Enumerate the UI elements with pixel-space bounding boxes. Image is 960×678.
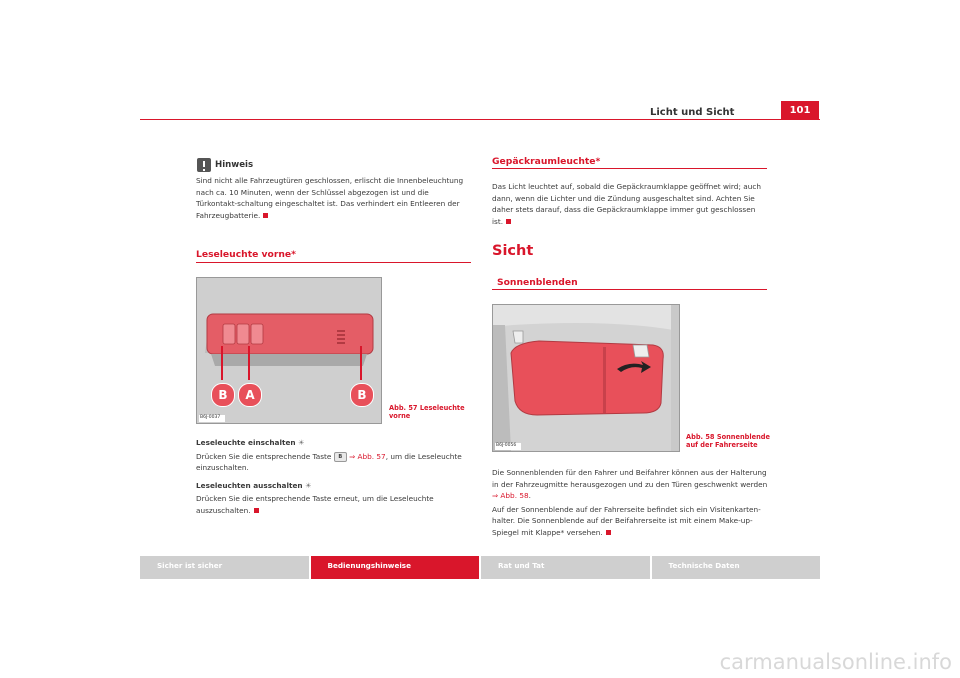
footer-tab-advice[interactable]: Rat und Tat [481, 556, 650, 579]
section-title-sun-visors: Sonnenblenden [497, 277, 578, 288]
figure-code: B6J-0056 [496, 443, 517, 448]
figure-link-57[interactable]: ⇒ Abb. 57 [349, 451, 386, 461]
section-rule [492, 289, 767, 290]
reading-light-instructions [196, 437, 471, 517]
figure-label-a: A [238, 383, 262, 407]
sun-visor-para-1: Die Sonnenblenden für den Fahrer und Beifahrer können aus der Halterung in der Fahrzeugmitte herausgezogen und zu den Türen geschwenkt werden ⇒ Abb. 58. [492, 468, 768, 501]
footer-tab-operation[interactable]: Bedienungshinweise [311, 556, 480, 579]
on-text: Drücken Sie die entsprechende Taste B ⇒ Abb. 57, um die Leseleuchte einzuschalten. [196, 451, 462, 473]
button-b-icon: B [334, 452, 347, 462]
light-off-icon: ☀ [305, 480, 312, 490]
chapter-title-sight: Sicht [492, 243, 534, 259]
light-on-icon: ☀ [298, 438, 305, 447]
page-title: Licht und Sicht [650, 107, 735, 118]
footer-tab-technical-data[interactable]: Technische Daten [652, 556, 821, 579]
footer-tab-safety[interactable]: Sicher ist sicher [140, 556, 309, 579]
sun-visor-text [492, 467, 769, 539]
figure-link-58[interactable]: ⇒ Abb. 58 [492, 491, 529, 501]
section-title-trunk-light: Gepäckraumleuchte* [492, 156, 601, 167]
header-rule [140, 119, 820, 120]
section-title-reading-light: Leseleuchte vorne* [196, 249, 296, 260]
watermark: carmanualsonline.info [719, 650, 952, 674]
note-icon [197, 158, 211, 172]
on-title: Leseleuchte einschalten ☀ [196, 438, 305, 447]
footer-nav [140, 556, 820, 579]
figure-sun-visor [492, 304, 680, 452]
trunk-light-text: Das Licht leuchtet auf, sobald die Gepäckraumklappe geöffnet wird; auch dann, wenn die Lichter und die Zündung ausgeschaltet sind. Achten Sie daher stets darauf, dass die Gepäckraumklappe immer gut geschlossen ist. [492, 182, 761, 226]
end-mark [506, 219, 511, 224]
end-mark [254, 508, 259, 513]
figure-code: B6J-0037 [200, 415, 221, 420]
end-mark [263, 213, 268, 218]
figure-reading-light [196, 277, 382, 424]
end-mark [606, 530, 611, 535]
page-number: 101 [781, 101, 819, 120]
note-title: Hinweis [215, 160, 254, 170]
note-text: Sind nicht alle Fahrzeugtüren geschlossen, erlischt die Innenbeleuchtung nach ca. 10 Minuten, wenn der Schlüssel abgezogen ist und die Türkontakt-schaltung eingeschaltet ist. Das verhindert ein Entleeren der Fahrzeugbatterie. [196, 176, 464, 220]
figure-label-b-left: B [211, 383, 235, 407]
figure-caption-57: Abb. 57 Leseleuchte vorne [389, 404, 465, 420]
sun-visor-para-2: Auf der Sonnenblende auf der Fahrerseite befindet sich ein Visitenkarten-halter. Die Sonnenblende auf der Beifahrerseite ist mit einem Make-up-Spiegel mit Klappe* versehen. [492, 504, 761, 537]
off-text: Drücken Sie die entsprechende Taste erneut, um die Leseleuchte auszuschalten. [196, 494, 434, 515]
section-rule [492, 168, 767, 169]
off-title: Leseleuchten ausschalten ☀ [196, 480, 312, 490]
section-rule [196, 262, 471, 263]
figure-label-b-right: B [350, 383, 374, 407]
figure-caption-58: Abb. 58 Sonnenblende auf der Fahrerseite [686, 433, 770, 449]
